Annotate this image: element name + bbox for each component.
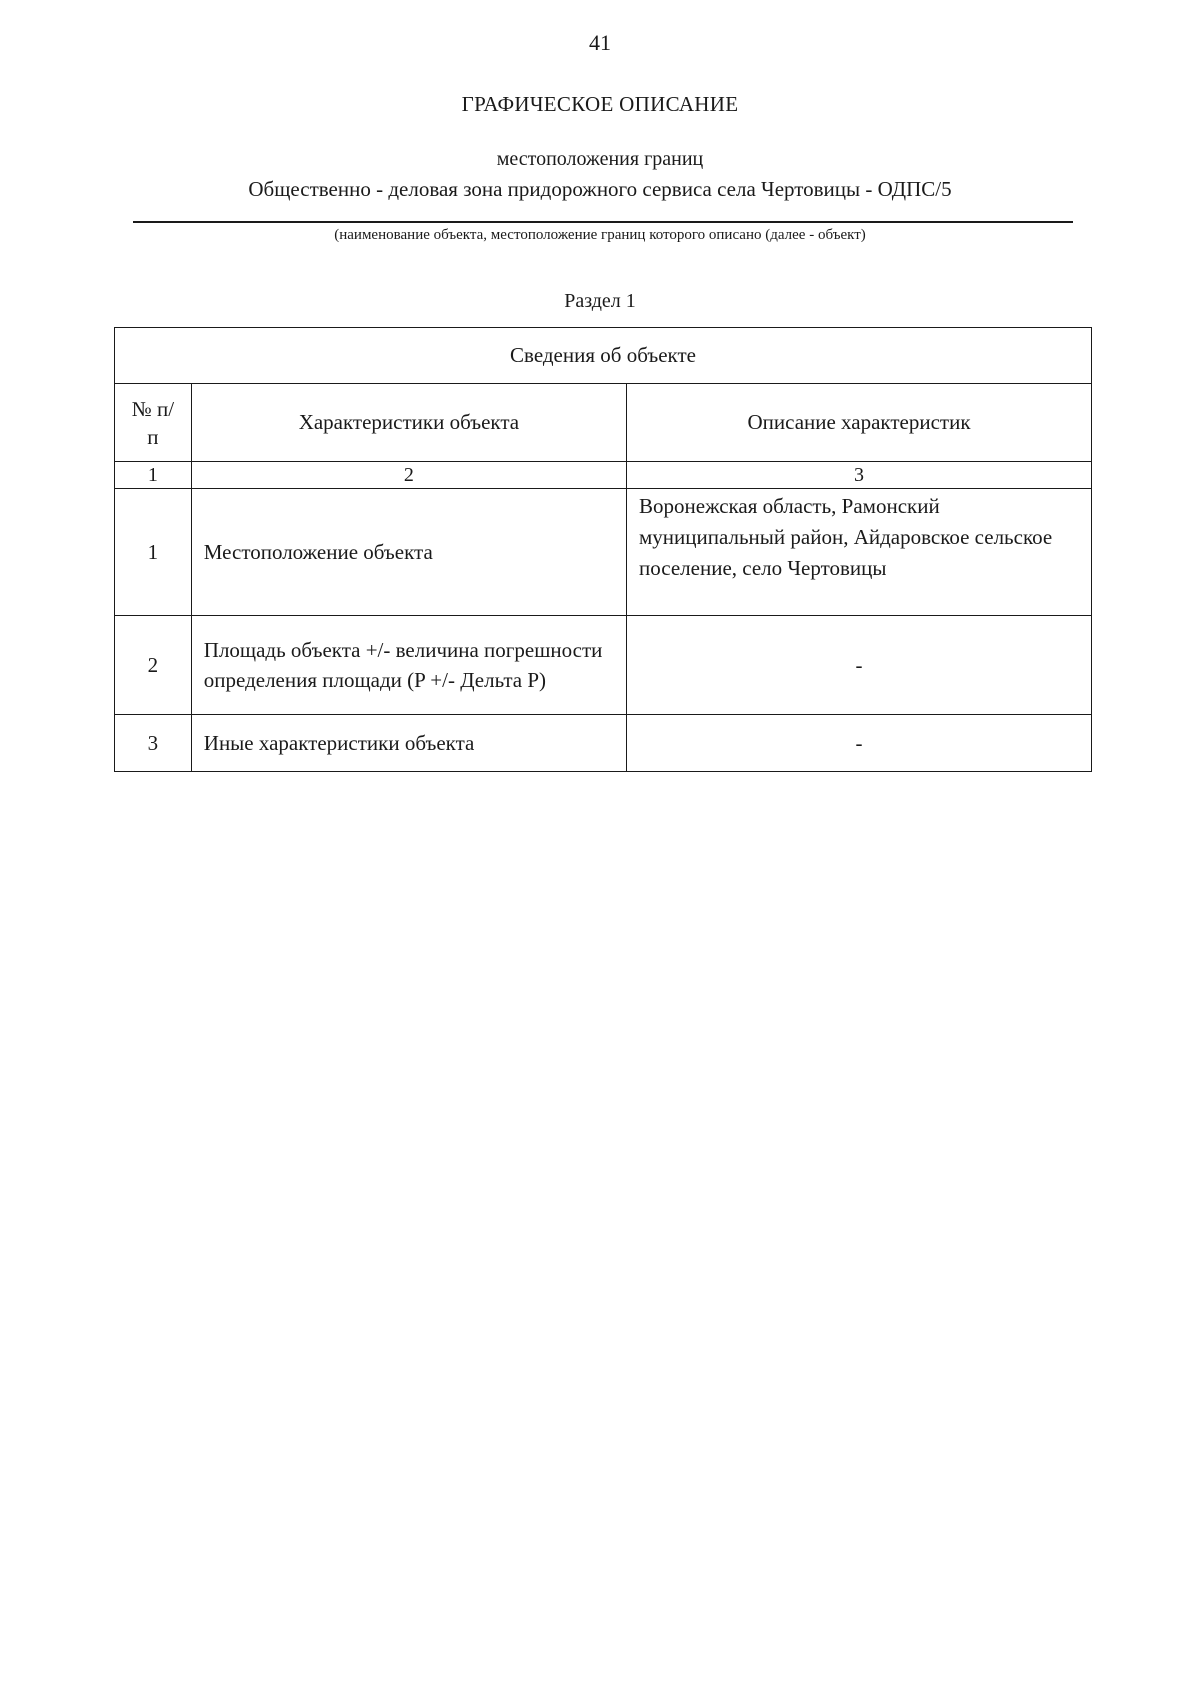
underline-caption: (наименование объекта, местоположение границ которого описано (далее - объект) bbox=[334, 227, 866, 243]
row-characteristic: Площадь объекта +/- величина погрешности определения площади (P +/- Дельта P) bbox=[191, 616, 626, 715]
page-number: 41 bbox=[589, 30, 611, 55]
row-num: 1 bbox=[115, 489, 192, 616]
row-characteristic: Местоположение объекта bbox=[191, 489, 626, 616]
row-description: - bbox=[627, 616, 1092, 715]
header-num: № п/п bbox=[115, 384, 192, 462]
row-description: Воронежская область, Рамонский муниципальный район, Айдаровское сельское поселение, село Чертовицы bbox=[627, 489, 1092, 616]
table-caption-row bbox=[115, 328, 1092, 384]
row-num: 3 bbox=[115, 715, 192, 772]
table-header-row bbox=[115, 384, 1092, 462]
row-num: 2 bbox=[115, 616, 192, 715]
table-row bbox=[115, 616, 1092, 715]
column-index-row bbox=[115, 462, 1092, 489]
table-row bbox=[115, 715, 1092, 772]
object-name: Общественно - деловая зона придорожного сервиса села Чертовицы - ОДПС/5 bbox=[248, 177, 952, 201]
name-underline bbox=[133, 221, 1073, 223]
object-info-table bbox=[114, 327, 1092, 772]
column-index: 3 bbox=[627, 462, 1092, 489]
header-characteristic: Характеристики объекта bbox=[191, 384, 626, 462]
table-caption: Сведения об объекте bbox=[115, 328, 1092, 384]
header-description: Описание характеристик bbox=[627, 384, 1092, 462]
table-row bbox=[115, 489, 1092, 616]
document-subtitle: местоположения границ bbox=[496, 148, 704, 170]
column-index: 2 bbox=[191, 462, 626, 489]
document-title: ГРАФИЧЕСКОЕ ОПИСАНИЕ bbox=[461, 92, 739, 116]
section-label: Раздел 1 bbox=[564, 290, 636, 312]
row-description: - bbox=[627, 715, 1092, 772]
row-characteristic: Иные характеристики объекта bbox=[191, 715, 626, 772]
column-index: 1 bbox=[115, 462, 192, 489]
